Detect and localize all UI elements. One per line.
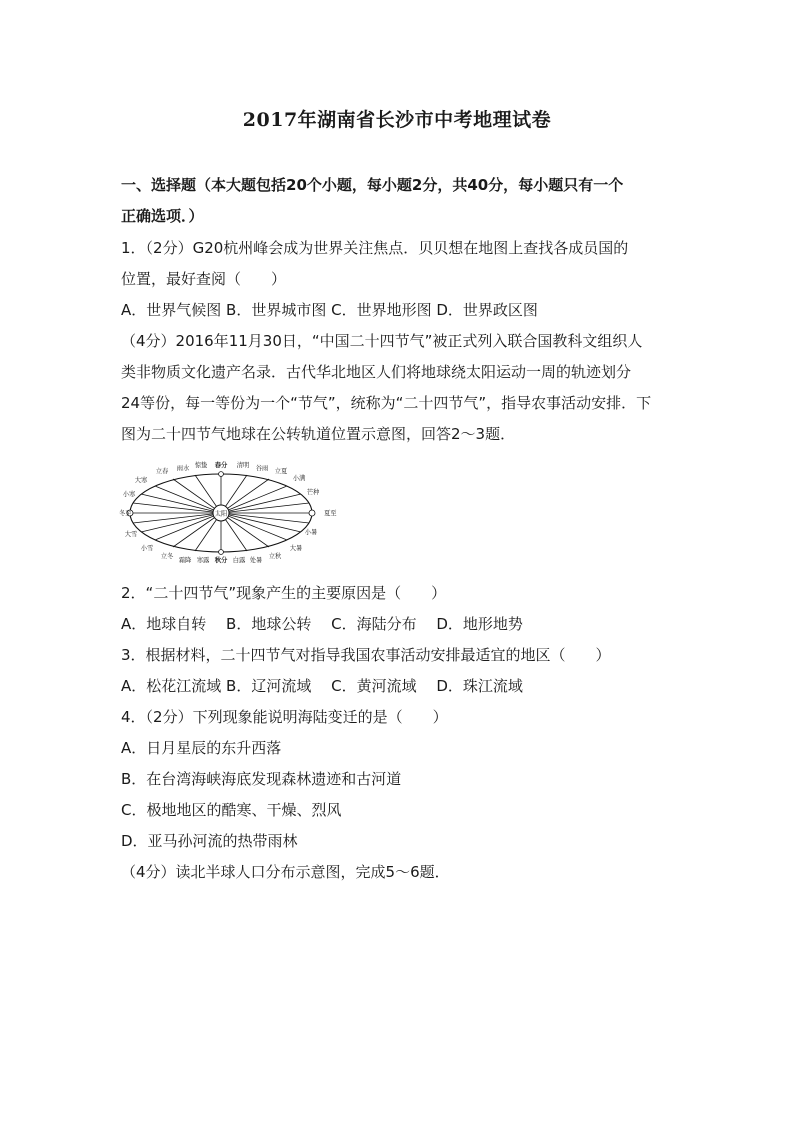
term-yushui: 雨水 (176, 465, 190, 472)
term-shuangjiang: 霜降 (178, 557, 192, 564)
term-jingzhe: 惊蛰 (194, 462, 208, 469)
term-qingming: 清明 (236, 462, 250, 469)
q2-stem: 2．“二十四节气”现象产生的主要原因是（ ） (121, 584, 447, 602)
term-xiaoshu: 小暑 (304, 529, 318, 536)
passage-2-3-line3: 24等份，每一等份为一个“节气”，统称为“二十四节气”，指导农事活动安排．下 (121, 394, 652, 412)
passage-2-3-line1: （4分）2016年11月30日，“中国二十四节气”被正式列入联合国教科文组织人 (121, 332, 643, 350)
term-chunfen: 春分 (214, 462, 228, 469)
term-xiaoxue: 小雪 (140, 545, 154, 552)
q4-option-b: B．在台湾海峡海底发现森林遗迹和古河道 (121, 770, 402, 788)
term-hanlu: 寒露 (196, 557, 210, 564)
q1-stem-line1: 1．（2分）G20杭州峰会成为世界关注焦点．贝贝想在地图上查找各成员国的 (121, 239, 629, 257)
passage-2-3-line4: 图为二十四节气地球在公转轨道位置示意图，回答2～3题． (121, 425, 516, 443)
term-daxue: 大雪 (124, 531, 138, 538)
term-lixia: 立夏 (274, 468, 288, 475)
term-mangzhong: 芒种 (306, 489, 320, 496)
q3-options: A．松花江流域 B．辽河流域 C．黄河流域 D．珠江流域 (121, 677, 523, 695)
passage-5-6: （4分）读北半球人口分布示意图，完成5～6题． (121, 863, 450, 881)
sun-label: 太阳 (214, 510, 228, 518)
q2-options: A．地球自转 B．地球公转 C．海陆分布 D．地形地势 (121, 615, 523, 633)
section-header-line2: 正确选项．） (121, 207, 204, 225)
section-header-line1: 一、选择题（本大题包括20个小题，每小题2分，共40分，每小题只有一个 (121, 176, 624, 194)
q1-options: A．世界气候图 B．世界城市图 C．世界地形图 D．世界政区图 (121, 301, 538, 319)
term-liqiu: 立秋 (268, 553, 282, 560)
term-bailu: 白露 (232, 557, 246, 564)
term-dongzhi: 冬至 (119, 510, 132, 517)
earth-qiufen-marker (219, 550, 224, 555)
q4-option-c: C．极地地区的酷寒、干燥、烈风 (121, 801, 342, 819)
q1-stem-line2: 位置，最好查阅（ ） (121, 270, 287, 288)
page-title: 2017年湖南省长沙市中考地理试卷 (242, 109, 552, 131)
term-xiaoman: 小满 (292, 475, 306, 482)
q4-stem: 4．（2分）下列现象能说明海陆变迁的是（ ） (121, 708, 448, 726)
term-xiaohan: 小寒 (122, 491, 136, 498)
term-xiazhi: 夏至 (324, 510, 337, 517)
term-qiufen: 秋分 (214, 557, 228, 564)
q4-option-a: A．日月星辰的东升西落 (121, 739, 282, 757)
term-chushu: 处暑 (249, 557, 263, 564)
earth-chunfen-marker (219, 472, 224, 477)
term-lichun: 立春 (155, 468, 169, 475)
term-dahan: 大寒 (134, 477, 148, 484)
term-guyu: 谷雨 (255, 465, 269, 472)
q4-option-d: D．亚马孙河流的热带雨林 (121, 832, 298, 850)
term-lidong: 立冬 (160, 553, 174, 560)
q3-stem: 3．根据材料，二十四节气对指导我国农事活动安排最适宜的地区（ ） (121, 646, 611, 664)
passage-2-3-line2: 类非物质文化遗产名录．古代华北地区人们将地球绕太阳运动一周的轨迹划分 (121, 363, 632, 381)
earth-dongzhi-marker (309, 510, 315, 516)
term-dashu: 大暑 (289, 545, 303, 552)
solar-terms-orbit-diagram (119, 458, 351, 568)
